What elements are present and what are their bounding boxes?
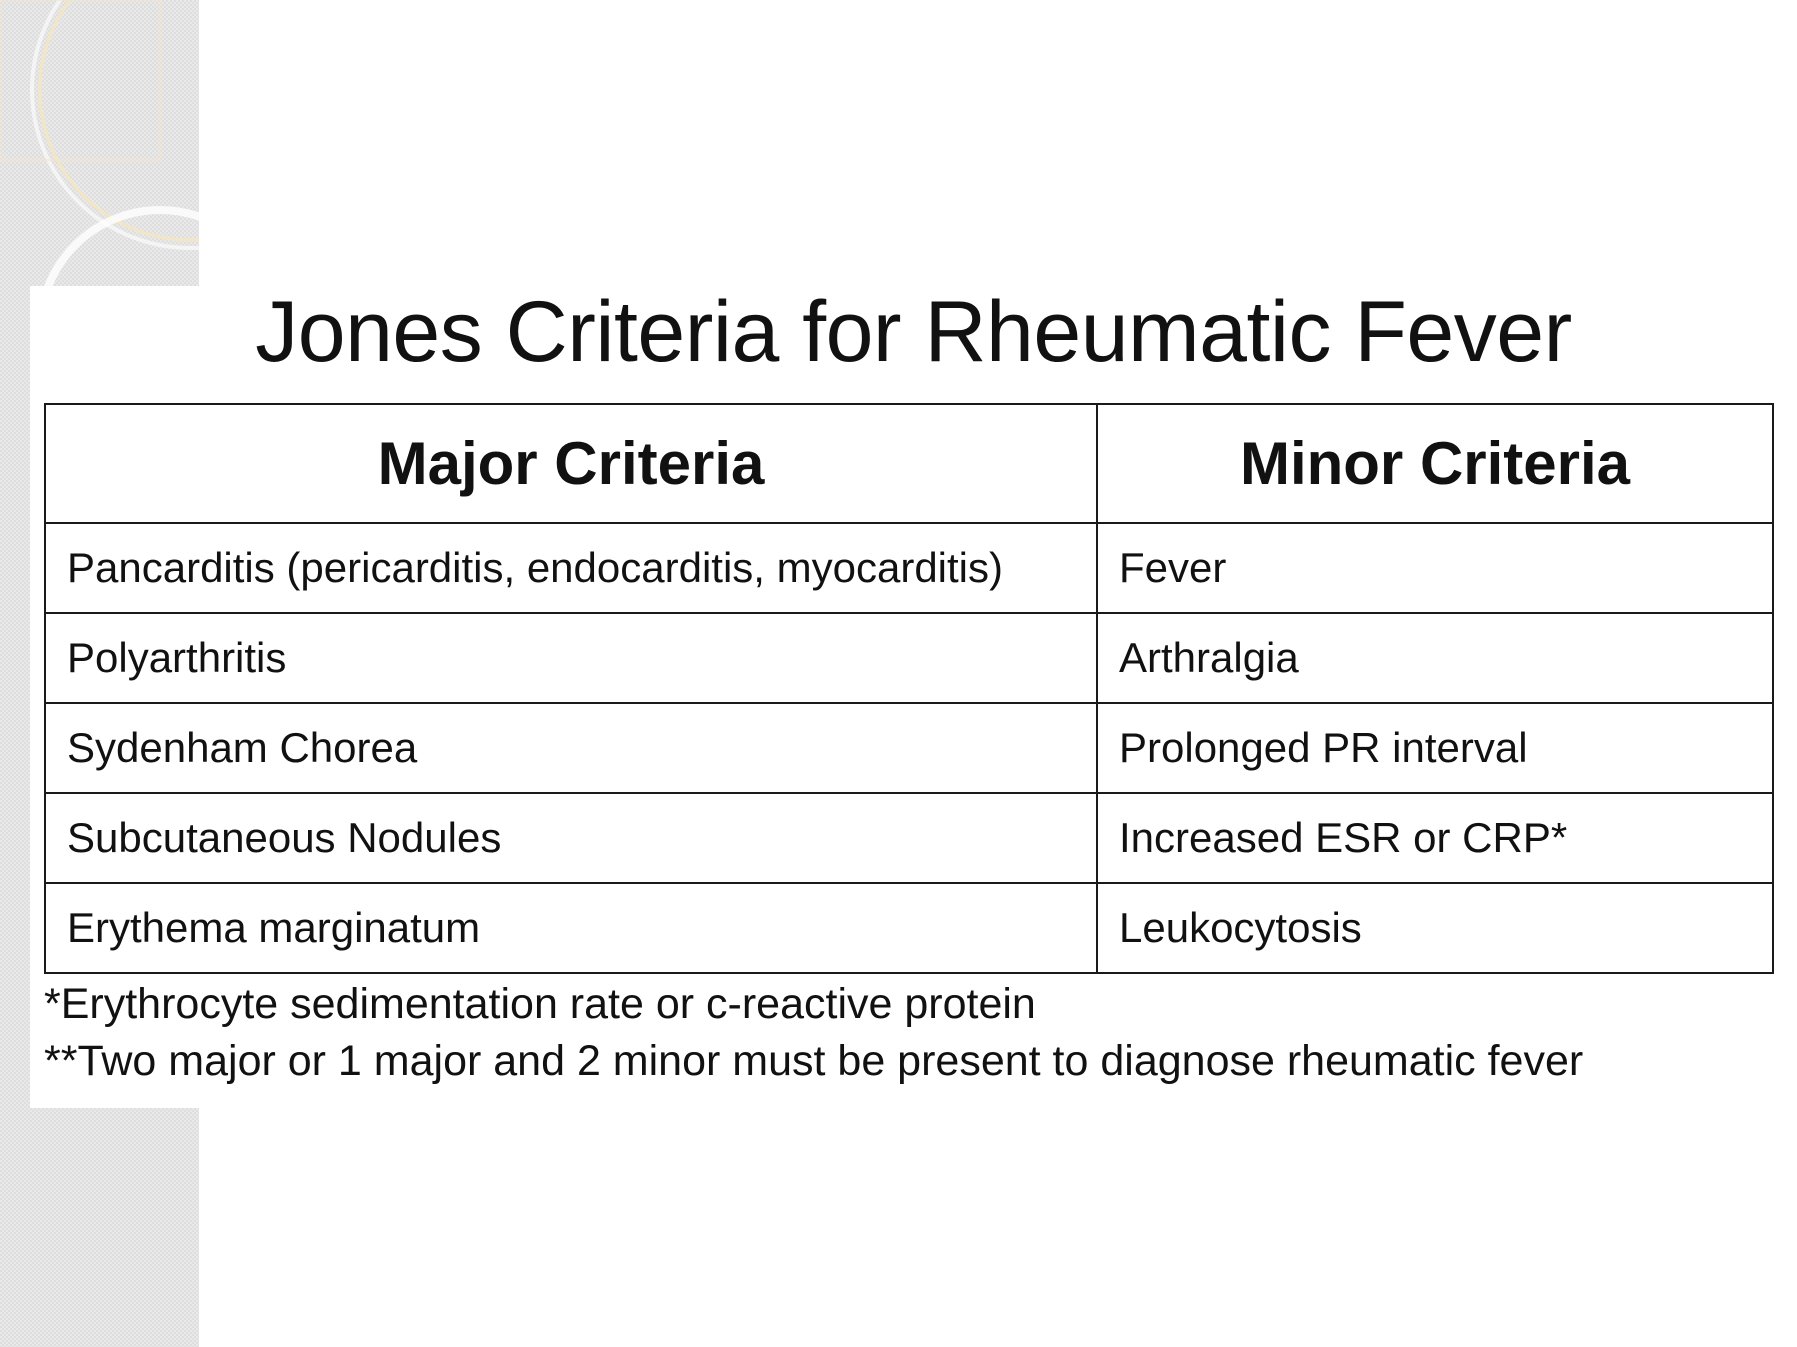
footnotes <box>44 976 1784 1090</box>
footnote-esr-crp: *Erythrocyte sedimentation rate or c-reactive protein <box>44 980 1036 1028</box>
minor-criterion-cell: Leukocytosis <box>1097 883 1773 973</box>
major-criterion-cell: Subcutaneous Nodules <box>45 793 1097 883</box>
table-row <box>45 793 1773 883</box>
major-criterion-cell: Polyarthritis <box>45 613 1097 703</box>
criteria-table <box>44 403 1774 974</box>
minor-criteria-header: Minor Criteria <box>1097 404 1773 523</box>
table-row <box>45 703 1773 793</box>
major-criteria-header: Major Criteria <box>45 404 1097 523</box>
decorative-arcs-icon <box>0 0 199 300</box>
table-row <box>45 883 1773 973</box>
table-header-row <box>45 404 1773 523</box>
minor-criterion-cell: Increased ESR or CRP* <box>1097 793 1773 883</box>
minor-criterion-cell: Fever <box>1097 523 1773 613</box>
major-criterion-cell: Sydenham Chorea <box>45 703 1097 793</box>
major-criterion-cell: Pancarditis (pericarditis, endocarditis, myocarditis) <box>45 523 1097 613</box>
slide-title: Jones Criteria for Rheumatic Fever <box>255 284 1572 380</box>
table-row <box>45 523 1773 613</box>
minor-criterion-cell: Prolonged PR interval <box>1097 703 1773 793</box>
major-criterion-cell: Erythema marginatum <box>45 883 1097 973</box>
footnote-diagnosis-rule: **Two major or 1 major and 2 minor must be present to diagnose rheumatic fever <box>44 1037 1584 1085</box>
table-row <box>45 613 1773 703</box>
minor-criterion-cell: Arthralgia <box>1097 613 1773 703</box>
